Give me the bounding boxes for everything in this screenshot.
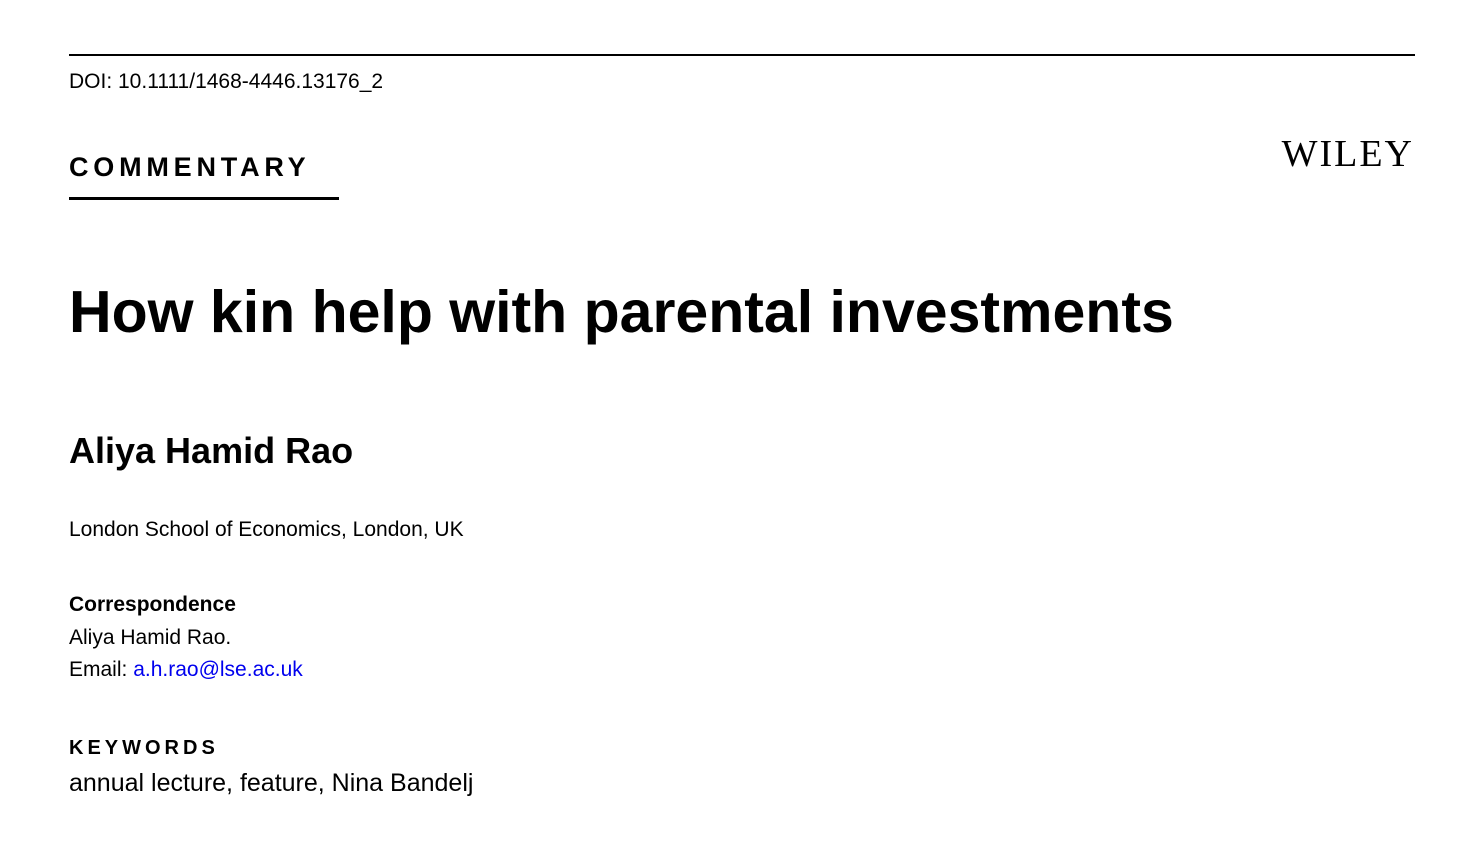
publisher-logo: WILEY	[1281, 133, 1414, 175]
section-label: COMMENTARY	[69, 152, 311, 182]
keywords-label: KEYWORDS	[69, 737, 219, 759]
author-affiliation: London School of Economics, London, UK	[69, 518, 464, 541]
correspondence-name: Aliya Hamid Rao.	[69, 625, 232, 649]
email-link[interactable]: a.h.rao@lse.ac.uk	[133, 658, 303, 681]
email-label: Email:	[69, 658, 134, 681]
section-underline	[69, 197, 339, 200]
doi: DOI: 10.1111/1468-4446.13176_2	[69, 70, 384, 93]
keywords-list: annual lecture, feature, Nina Bandelj	[69, 769, 474, 797]
correspondence-email-line	[69, 654, 303, 687]
correspondence-heading: Correspondence	[69, 593, 236, 616]
author-name: Aliya Hamid Rao	[69, 430, 354, 471]
correspondence-block	[69, 589, 303, 687]
article-title: How kin help with parental investments	[69, 279, 1174, 345]
header-rule	[69, 54, 1415, 56]
